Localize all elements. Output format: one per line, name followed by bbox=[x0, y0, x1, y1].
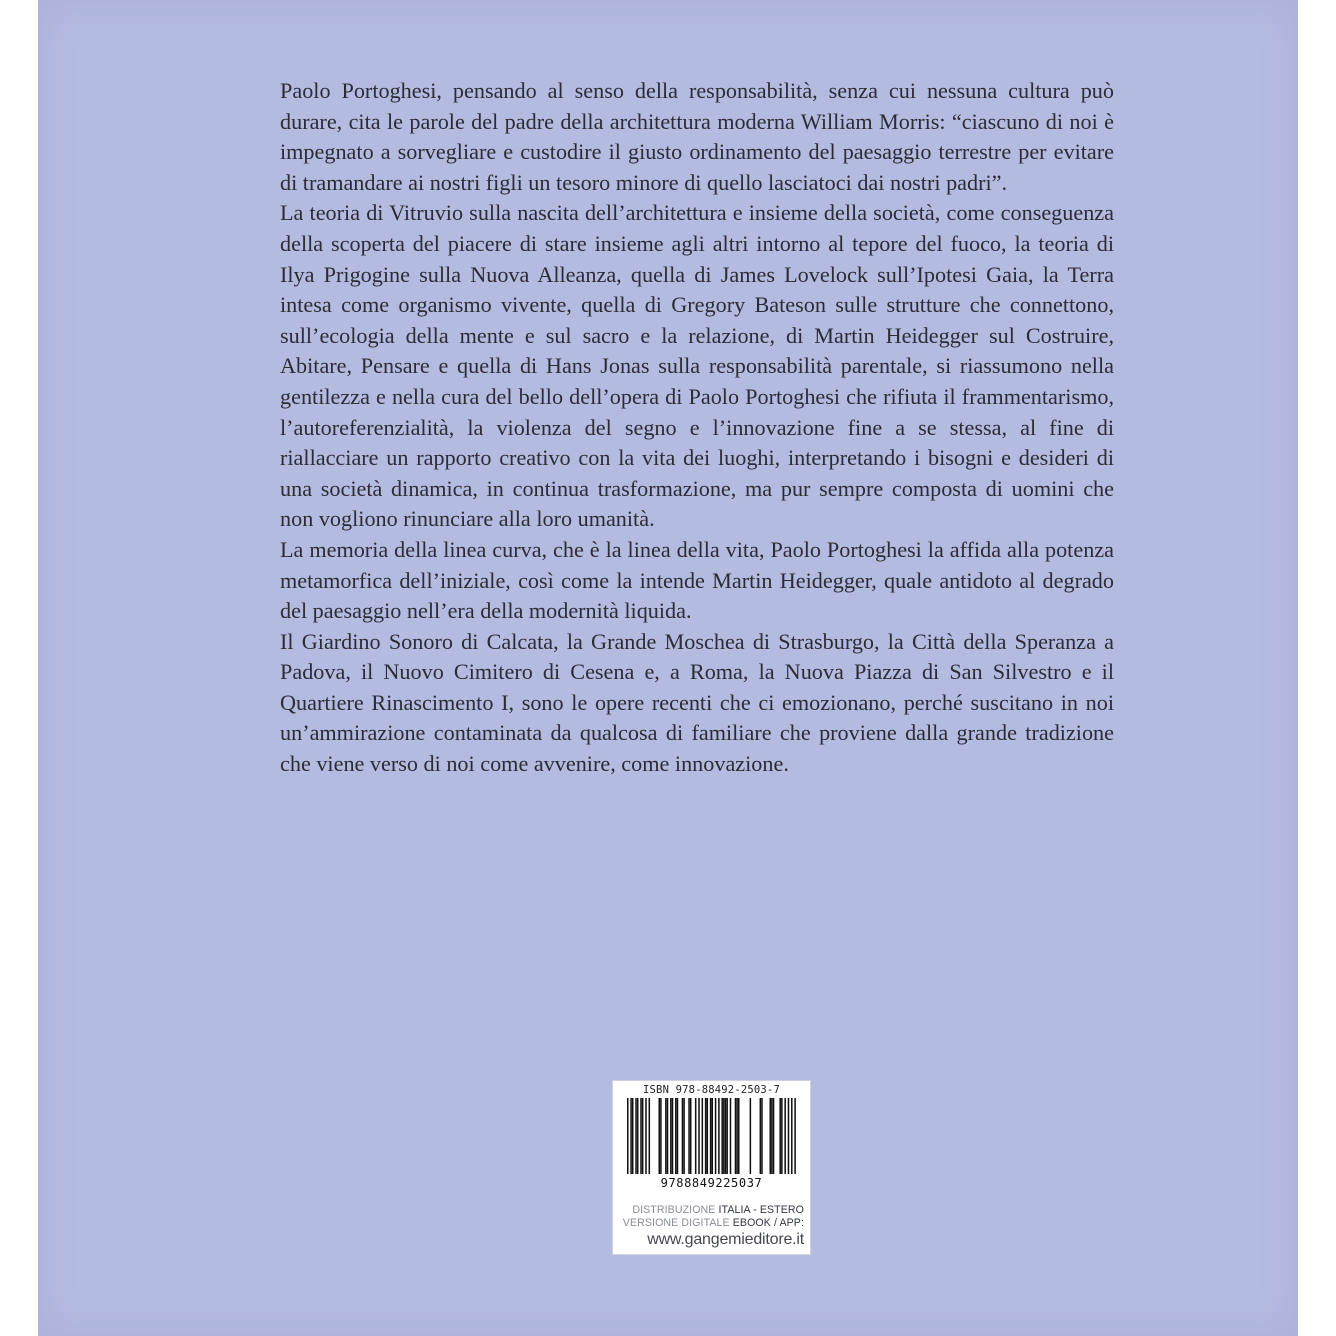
barcode-bar bbox=[735, 1098, 737, 1174]
barcode-bar bbox=[702, 1098, 704, 1174]
digital-prefix: VERSIONE DIGITALE bbox=[622, 1217, 730, 1229]
barcode-bar bbox=[695, 1098, 697, 1174]
isbn-label: ISBN 978-88492-2503-7 bbox=[643, 1084, 780, 1096]
barcode-bar bbox=[718, 1098, 720, 1174]
barcode-bar bbox=[771, 1098, 773, 1174]
barcode-bar bbox=[712, 1098, 714, 1174]
barcode-bar bbox=[677, 1098, 679, 1174]
barcode-bar bbox=[705, 1098, 707, 1174]
barcode-bar bbox=[791, 1098, 793, 1174]
paragraph-2: La teoria di Vitruvio sulla nascita dell’architettura e insieme della società, come conseguenza della scoperta del piacere di stare insieme agli altri intorno al tepore del fuoco, la teoria di Ilya Prigogine sulla Nuova Alleanza, quella di James Lovelock sull’Ipotesi Gaia, la Terra intesa come organismo vivente, quella di Gregory Bateson sulle strutture che connettono, sull’ecologia della mente e sul sacro e la relazione, di Martin Heidegger sul Costruire, Abitare, Pensare e quella di Hans Jonas sulla responsabilità parentale, si riassumono nella gentilezza e nella cura del bello dell’opera di Paolo Portoghesi che rifiuta il frammentarismo, l’autoreferenzialità, la violenza del segno e l’innovazione fine a se stessa, al fine di riallacciare un rapporto creativo con la vita dei luoghi, interpretando i bisogni e desideri di una società dinamica, in continua trasformazione, ma pur sempre composta di uomini che non vogliono rinunciare alla loro umanità. bbox=[280, 200, 1114, 532]
barcode-bar bbox=[683, 1098, 685, 1174]
barcode-bar bbox=[627, 1098, 629, 1174]
barcode-bar bbox=[682, 1098, 684, 1174]
barcode-bar bbox=[632, 1098, 634, 1174]
isbn-barcode-sticker bbox=[612, 1080, 811, 1255]
barcode-bar bbox=[779, 1098, 781, 1174]
barcode-bar bbox=[761, 1098, 763, 1174]
barcode-bar bbox=[773, 1098, 775, 1174]
barcode-bar bbox=[690, 1098, 692, 1174]
digital-version-line bbox=[623, 1217, 804, 1229]
barcode-bar bbox=[630, 1098, 632, 1174]
barcode-bar bbox=[649, 1098, 651, 1174]
barcode-bar bbox=[675, 1098, 677, 1174]
barcode-bar bbox=[781, 1098, 783, 1174]
barcode-bar bbox=[788, 1098, 790, 1174]
barcode-bar bbox=[670, 1098, 672, 1174]
distribution-value: ITALIA - ESTERO bbox=[718, 1204, 804, 1216]
publisher-website: www.gangemieditore.it bbox=[647, 1231, 804, 1248]
barcode-area bbox=[613, 1081, 810, 1196]
barcode-bar bbox=[794, 1098, 796, 1174]
barcode-bar bbox=[769, 1098, 771, 1174]
barcode-bar bbox=[723, 1098, 725, 1174]
barcode-bar bbox=[672, 1098, 674, 1174]
barcode-bar bbox=[726, 1098, 728, 1174]
barcode-bar bbox=[642, 1098, 644, 1174]
barcode-bar bbox=[725, 1098, 727, 1174]
barcode bbox=[627, 1098, 796, 1176]
barcode-bar bbox=[736, 1098, 738, 1174]
barcode-bar bbox=[715, 1098, 717, 1174]
barcode-bar bbox=[635, 1098, 637, 1174]
barcode-bar bbox=[738, 1098, 740, 1174]
barcode-bar bbox=[721, 1098, 723, 1174]
barcode-bar bbox=[637, 1098, 639, 1174]
barcode-bar bbox=[698, 1098, 700, 1174]
barcode-bar bbox=[730, 1098, 732, 1174]
barcode-bar bbox=[784, 1098, 786, 1174]
ean-number: 9788849225037 bbox=[660, 1176, 763, 1190]
distribution-prefix: DISTRIBUZIONE bbox=[632, 1204, 716, 1216]
barcode-bar bbox=[707, 1098, 709, 1174]
barcode-bar bbox=[665, 1098, 667, 1174]
paragraph-1: Paolo Portoghesi, pensando al senso della responsabilità, senza cui nessuna cultura può durare, cita le parole del padre della architettura moderna William Morris: “ciascuno di noi è impegnato a sorvegliare e custodire il giusto ordinamento del paesaggio terrestre per evitare di tramandare ai nostri figli un tesoro minore di quello lasciatoci dai nostri padri”. bbox=[280, 78, 1114, 195]
paragraph-4: Il Giardino Sonoro di Calcata, la Grande Moschea di Strasburgo, la Città della Speranza a Padova, il Nuovo Cimitero di Cesena e, a Roma, la Nuova Piazza di San Silvestro e il Quartiere Rinascimento I, sono le opere recenti che ci emozionano, perché suscitano in noi un’ammirazione contaminata da qualcosa di familiare che proviene dalla grande tradizione che viene verso di noi come avvenire, come innovazione. bbox=[280, 628, 1114, 777]
barcode-bar bbox=[640, 1098, 642, 1174]
barcode-bar bbox=[750, 1098, 752, 1174]
body-text bbox=[280, 76, 1114, 780]
distribution-info bbox=[613, 1202, 810, 1254]
barcode-bar bbox=[710, 1098, 712, 1174]
digital-value: EBOOK / APP: bbox=[732, 1217, 804, 1229]
barcode-bar bbox=[667, 1098, 669, 1174]
barcode-bar bbox=[760, 1098, 762, 1174]
barcode-bar bbox=[688, 1098, 690, 1174]
barcode-bar bbox=[660, 1098, 662, 1174]
distribution-line bbox=[632, 1204, 804, 1216]
paragraph-3: La memoria della linea curva, che è la linea della vita, Paolo Portoghesi la affida alla potenza metamorfica dell’iniziale, così come la intende Martin Heidegger, quale antidoto al degrado del paesaggio nell’era della modernità liquida. bbox=[280, 536, 1114, 624]
barcode-bar bbox=[645, 1098, 647, 1174]
barcode-bar bbox=[658, 1098, 660, 1174]
